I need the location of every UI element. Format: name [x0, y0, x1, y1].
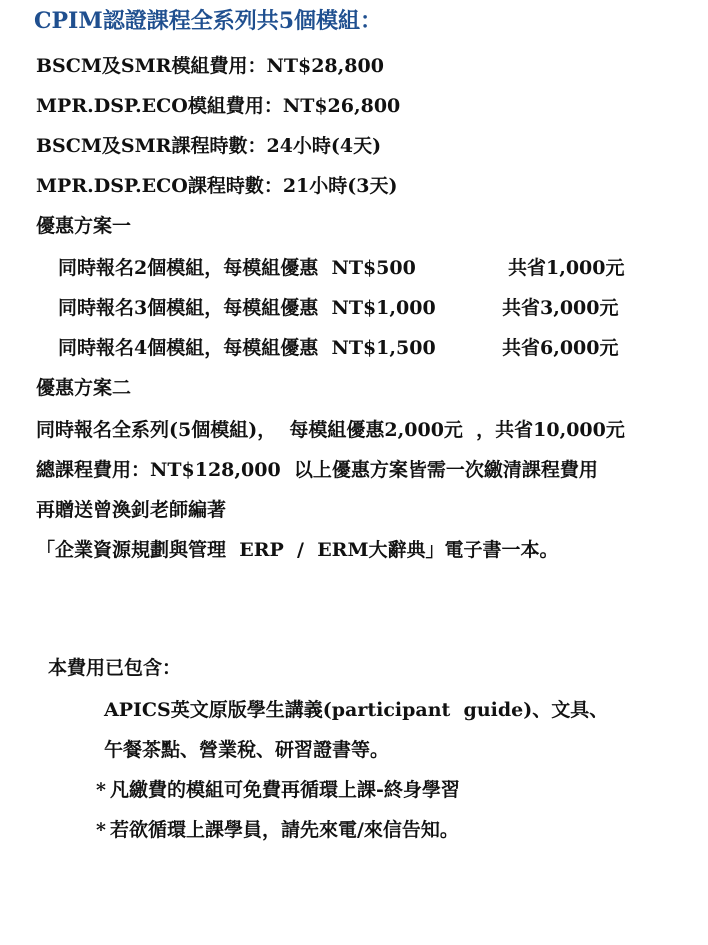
note-contact-text: 若欲循環上課學員，請先來電/來信告知。 — [109, 819, 459, 841]
includes-line-1: APICS英文原版學生講義(participant guide)、文具、 — [104, 699, 609, 721]
plan1-item-save: 共省6,000元 — [502, 337, 619, 359]
plan1-item-save: 共省3,000元 — [502, 297, 619, 319]
asterisk-bullet: * — [96, 779, 106, 801]
note-lifetime — [96, 778, 460, 802]
plan1-heading: 優惠方案一 — [36, 215, 132, 237]
note-contact — [96, 818, 459, 842]
plan2-total-fee: 總課程費用：NT$128,000 以上優惠方案皆需一次繳清課程費用 — [36, 459, 598, 481]
hours-mpr-dsp-eco: MPR.DSP.ECO課程時數：21小時(3天) — [36, 175, 398, 197]
fee-mpr-dsp-eco: MPR.DSP.ECO模組費用：NT$26,800 — [36, 95, 401, 117]
plan2-heading: 優惠方案二 — [36, 377, 132, 399]
plan2-full-series: 同時報名全系列(5個模組)， 每模組優惠2,000元 ，共省10,000元 — [36, 419, 625, 441]
page-title: CPIM認證課程全系列共5個模組： — [34, 8, 383, 34]
plan1-item-save: 共省1,000元 — [508, 257, 625, 279]
plan2-gift-intro: 再贈送曾渙釗老師編著 — [36, 499, 227, 521]
plan2-gift-book: 「企業資源規劃與管理 ERP / ERM大辭典」電子書一本。 — [36, 539, 559, 561]
note-lifetime-text: 凡繳費的模組可免費再循環上課-終身學習 — [109, 779, 460, 801]
asterisk-bullet: * — [96, 819, 106, 841]
plan1-item-desc: 同時報名3個模組，每模組優惠 NT$1,000 — [58, 297, 436, 319]
fee-bscm-smr: BSCM及SMR模組費用：NT$28,800 — [36, 55, 384, 77]
plan1-item-desc: 同時報名4個模組，每模組優惠 NT$1,500 — [58, 337, 436, 359]
includes-line-2: 午餐茶點、營業稅、研習證書等。 — [104, 739, 390, 761]
includes-heading: 本費用已包含： — [48, 657, 182, 679]
plan1-item-desc: 同時報名2個模組，每模組優惠 NT$500 — [58, 257, 416, 279]
hours-bscm-smr: BSCM及SMR課程時數：24小時(4天) — [36, 135, 382, 157]
